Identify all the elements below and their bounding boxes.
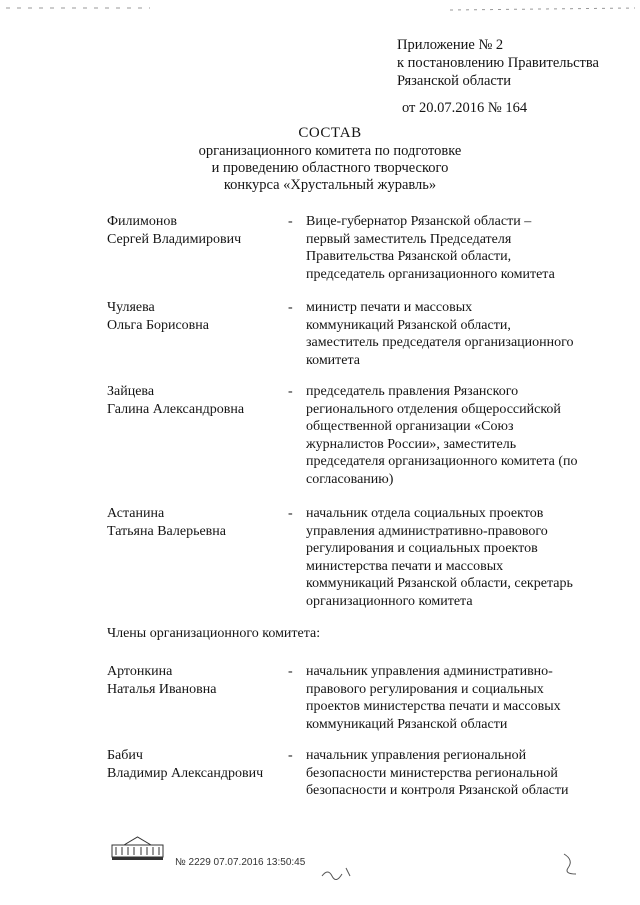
- title-line-1: организационного комитета по подготовке: [198, 143, 462, 159]
- position-line: управления административно-правового: [306, 523, 548, 539]
- given-name: Владимир Александрович: [107, 765, 264, 781]
- position-line: Вице-губернатор Рязанской области –: [306, 214, 532, 229]
- position-line: председатель правления Рязанского: [306, 384, 519, 399]
- handwritten-mark-icon: [320, 862, 360, 884]
- surname: Зайцева: [107, 384, 155, 399]
- appendix-line-1: Приложение № 2: [397, 37, 504, 53]
- position-description: [306, 213, 606, 283]
- position-line: комитета: [306, 352, 361, 368]
- surname: Астанина: [107, 506, 165, 521]
- position-line: регулирования и социальных проектов: [306, 541, 538, 556]
- position-description: [306, 663, 606, 733]
- title-line-3: конкурса «Хрустальный журавль»: [223, 177, 437, 193]
- person-name: [107, 299, 287, 334]
- position-description: [306, 505, 606, 610]
- position-line: безопасности и контроля Рязанской области: [306, 783, 569, 798]
- handwritten-mark-icon: [558, 850, 588, 878]
- given-name: Ольга Борисовна: [107, 317, 209, 333]
- appendix-date: от 20.07.2016 № 164: [402, 100, 528, 116]
- person-name: [107, 505, 287, 540]
- position-line: согласованию): [306, 471, 394, 487]
- scan-artifact-top-right: [440, 0, 640, 16]
- position-line: начальник управления региональной: [306, 748, 527, 763]
- person-name: [107, 213, 287, 248]
- position-line: коммуникаций Рязанской области, секретарь: [306, 576, 573, 591]
- surname: Чуляева: [107, 300, 155, 315]
- position-line: заместитель председателя организационного: [306, 335, 574, 350]
- dash-separator: -: [288, 214, 293, 229]
- position-line: организационного комитета: [306, 593, 473, 609]
- dash-separator: -: [288, 506, 293, 521]
- document-title: [150, 125, 510, 194]
- person-name: [107, 383, 287, 418]
- dash-separator: -: [288, 664, 293, 679]
- given-name: Галина Александровна: [107, 401, 245, 417]
- position-line: регионального отделения общероссийской: [306, 401, 561, 417]
- position-line: безопасности министерства региональной: [306, 765, 558, 781]
- given-name: Сергей Владимирович: [107, 231, 242, 247]
- position-line: коммуникаций Рязанской области,: [306, 317, 511, 333]
- position-line: председатель организационного комитета: [306, 266, 555, 282]
- position-line: начальник отдела социальных проектов: [306, 506, 544, 521]
- position-description: [306, 299, 606, 369]
- position-line: первый заместитель Председателя: [306, 231, 512, 247]
- position-description: [306, 747, 606, 800]
- position-line: министерства печати и массовых: [306, 558, 504, 574]
- appendix-line-2: к постановлению Правительства: [397, 55, 599, 71]
- given-name: Наталья Ивановна: [107, 681, 217, 697]
- title-line-2: и проведению областного творческого: [211, 160, 449, 176]
- surname: Бабич: [107, 748, 143, 763]
- position-line: начальник управления административно-: [306, 664, 553, 679]
- building-stamp-icon: [110, 835, 165, 861]
- surname: Филимонов: [107, 214, 177, 229]
- person-name: [107, 747, 287, 782]
- appendix-header: [397, 36, 599, 117]
- scan-artifact-top-left: [0, 0, 160, 14]
- dash-separator: -: [288, 384, 293, 399]
- position-line: правового регулирования и социальных: [306, 681, 544, 697]
- position-description: [306, 383, 606, 488]
- members-heading: Члены организационного комитета:: [107, 626, 321, 641]
- position-line: журналистов России», заместитель: [306, 436, 517, 452]
- position-line: коммуникаций Рязанской области: [306, 716, 508, 732]
- surname: Артонкина: [107, 664, 173, 679]
- person-name: [107, 663, 287, 698]
- appendix-line-3: Рязанской области: [397, 73, 511, 89]
- position-line: общественной организации «Союз: [306, 419, 514, 434]
- dash-separator: -: [288, 300, 293, 315]
- position-line: проектов министерства печати и массовых: [306, 699, 561, 714]
- position-line: министр печати и массовых: [306, 300, 473, 315]
- dash-separator: -: [288, 748, 293, 763]
- title-heading: СОСТАВ: [298, 125, 362, 141]
- position-line: председателя организационного комитета (по: [306, 454, 578, 469]
- position-line: Правительства Рязанской области,: [306, 249, 512, 264]
- given-name: Татьяна Валерьевна: [107, 523, 226, 539]
- registration-stamp-text: № 2229 07.07.2016 13:50:45: [175, 857, 306, 868]
